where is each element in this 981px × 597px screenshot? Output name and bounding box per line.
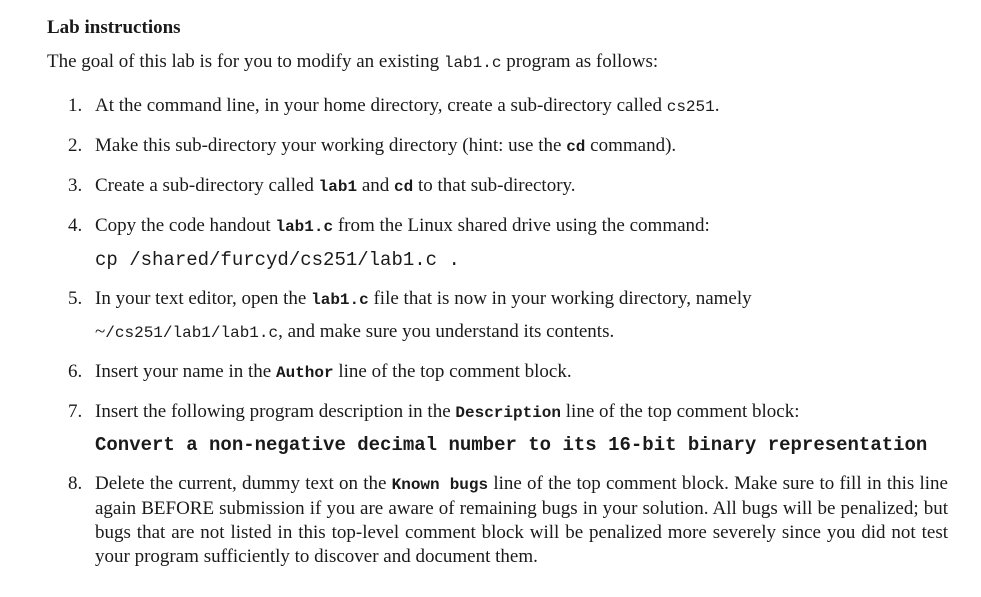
step-5: [68, 287, 752, 312]
step-1: [68, 94, 719, 119]
step-4: [68, 214, 710, 239]
step-code: cd: [566, 138, 586, 156]
step-text: Delete the current, dummy text on the: [95, 473, 392, 494]
step-text: to that sub-directory.: [413, 175, 576, 196]
step-code: Known bugs: [391, 476, 489, 494]
step-number: 7.: [68, 401, 83, 422]
step-5-continuation: [95, 320, 614, 345]
step-number: 8.: [68, 473, 83, 494]
step-8: [68, 472, 948, 569]
step-6: [68, 360, 572, 385]
step-number: 2.: [68, 135, 83, 156]
step-number: 6.: [68, 361, 83, 382]
step-text: line of the top comment block:: [561, 401, 800, 422]
step-text: from the Linux shared drive using the command:: [333, 215, 710, 236]
step-text: At the command line, in your home directory, create a sub-directory called: [95, 95, 667, 116]
step-text: Create a sub-directory called: [95, 175, 319, 196]
step-code: lab1.c: [275, 218, 334, 236]
description-text: Convert a non-negative decimal number to its 16-bit binary representation: [95, 434, 928, 456]
intro-text-after: program as follows:: [501, 51, 659, 72]
step-code: Author: [275, 364, 334, 382]
step-text: , and make sure you understand its contents.: [278, 321, 615, 342]
step-text: .: [714, 95, 720, 116]
step-text: In your text editor, open the: [95, 288, 312, 309]
step-text: Copy the code handout: [95, 215, 276, 236]
step-text: Make this sub-directory your working directory (hint: use the: [95, 135, 567, 156]
step-code: cd: [394, 178, 414, 196]
step-text: and: [357, 175, 395, 196]
step-number: 3.: [68, 175, 83, 196]
intro-paragraph: [47, 50, 658, 75]
step-text: line of the top comment block. Make sure to fill in this line again BEFORE submission if you are aware of remaining bugs in your solution. All bugs will be penalized; but bugs that are not listed in this top-level comment block will be penalized more severely since you did not test your program sufficiently to discover and document them.: [95, 473, 948, 567]
step-text: command).: [585, 135, 677, 156]
step-code: lab1: [318, 178, 358, 196]
step-text: file that is now in your working directory, namely: [368, 288, 752, 309]
step-number: 1.: [68, 95, 83, 116]
step-text: line of the top comment block.: [333, 361, 572, 382]
step-number: 5.: [68, 288, 83, 309]
step-text: Insert your name in the: [95, 361, 276, 382]
step-code: Description: [455, 404, 562, 422]
step-3: [68, 174, 576, 199]
intro-code-filename: lab1.c: [443, 54, 502, 72]
tilde: ~: [95, 321, 106, 342]
section-heading: Lab instructions: [47, 17, 181, 38]
step-8-body: [95, 472, 948, 569]
step-code: /cs251/lab1/lab1.c: [105, 324, 279, 342]
copy-command: cp /shared/furcyd/cs251/lab1.c .: [95, 249, 460, 271]
step-number: 4.: [68, 215, 83, 236]
step-7: [68, 400, 800, 425]
step-code: cs251: [666, 98, 715, 116]
step-code: lab1.c: [311, 291, 369, 309]
step-2: [68, 134, 676, 159]
intro-text-before: The goal of this lab is for you to modify an existing: [47, 51, 444, 72]
step-text: Insert the following program description in the: [95, 401, 456, 422]
